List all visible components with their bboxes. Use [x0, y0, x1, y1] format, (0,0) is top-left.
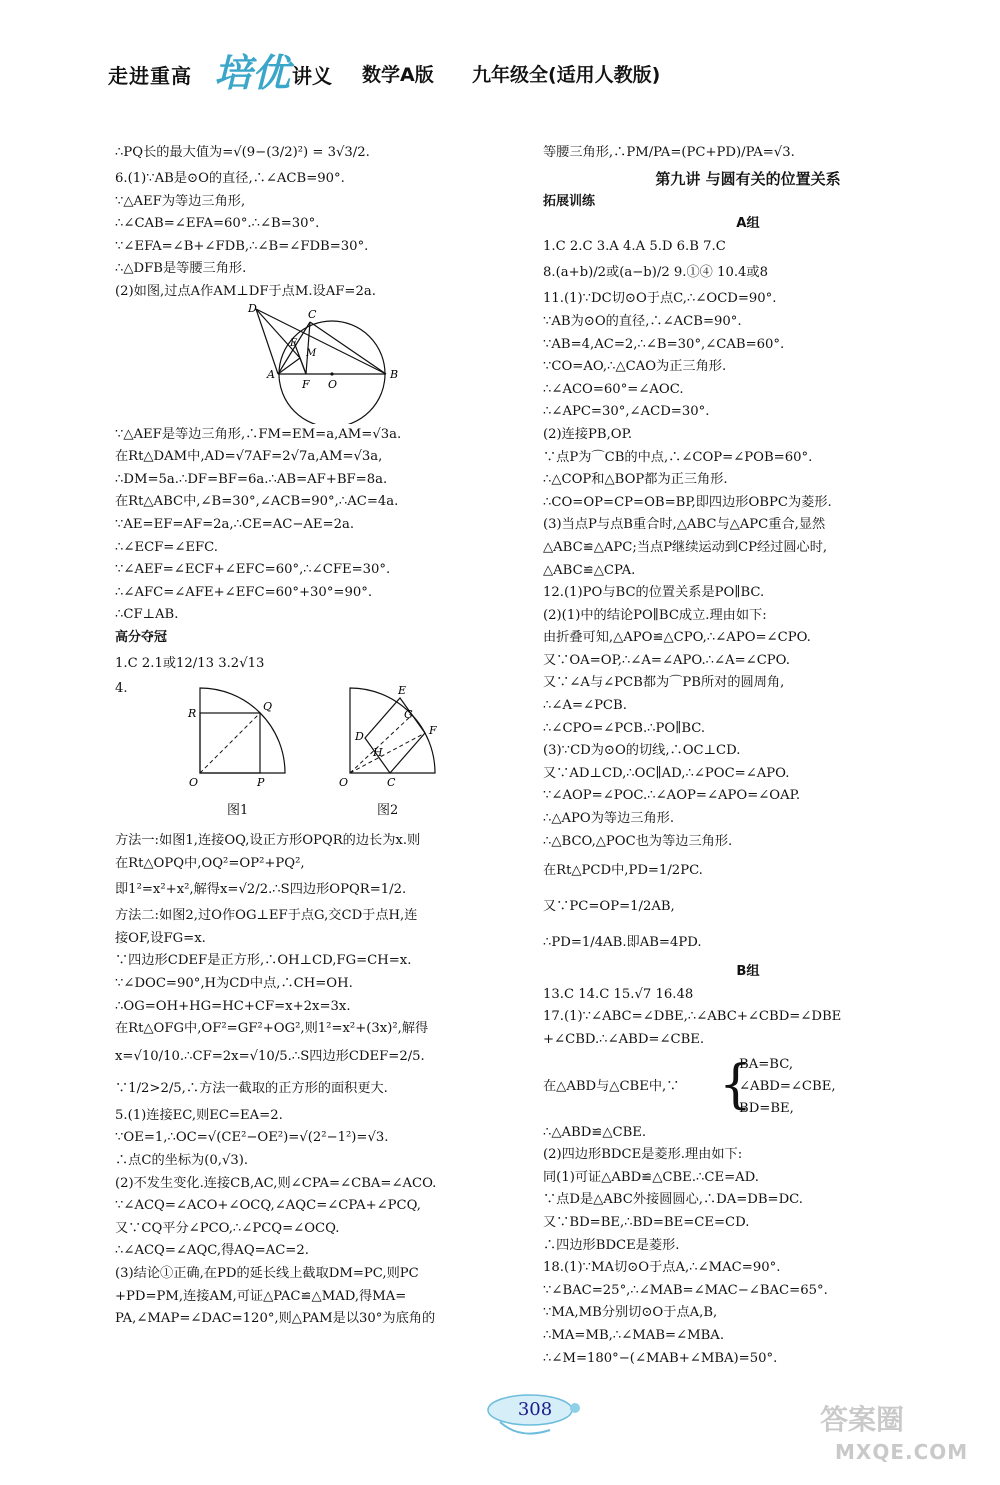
label-F: F: [302, 377, 310, 391]
text-line: ∵CO=AO,∴△CAO为正三角形.: [543, 359, 727, 375]
text-line: ∴点C的坐标为(0,√3).: [115, 1153, 249, 1169]
text-line: 5.(1)连接EC,则EC=EA=2.: [115, 1107, 283, 1123]
text-line: ∵∠AOP=∠POC.∴∠AOP=∠APO=∠OAP.: [543, 788, 801, 804]
text-line: 13.C 14.C 15.√7 16.48: [543, 986, 694, 1002]
label-O: O: [339, 776, 349, 790]
section-heading: 拓展训练: [543, 193, 596, 209]
text-line: △ABC≌△APC;当点P继续运动到CP经过圆心时,: [543, 539, 828, 555]
text-line: ∵∠BAC=25°,∴∠MAB=∠MAC−∠BAC=65°.: [543, 1282, 828, 1298]
page-number-badge: [480, 1390, 590, 1440]
text-line: 同(1)可证△ABD≌△CBE.∴CE=AD.: [543, 1169, 759, 1185]
text-line: ∴△APO为等边三角形.: [543, 811, 675, 827]
text-line: (3)当点P与点B重合时,△ABC与△APC重合,显然: [543, 517, 826, 533]
text-line: 在Rt△ABC中,∠B=30°,∠ACB=90°,∴AC=4a.: [115, 494, 399, 510]
label-G: G: [404, 708, 413, 722]
text-line: ∴CO=OP=CP=OB=BP,即四边形OBPC为菱形.: [543, 494, 832, 510]
text-line: 17.(1)∵∠ABC=∠DBE,∴∠ABC+∠CBD=∠DBE: [543, 1009, 842, 1025]
label-H: H: [373, 746, 383, 760]
subject-label: 数学A版: [362, 64, 434, 86]
logo-text: 培优: [214, 50, 291, 95]
page-number: 308: [517, 1399, 553, 1420]
chapter-title: 第九讲 与圆有关的位置关系: [655, 170, 841, 188]
text-line: ∴∠CAB=∠EFA=60°.∴∠B=30°.: [115, 216, 320, 232]
square-figures: [115, 684, 515, 830]
text-line: ∵AB=4,AC=2,∴∠B=30°,∠CAB=60°.: [543, 336, 785, 352]
left-column: [115, 138, 515, 1331]
text-line: ∵∠DOC=90°,H为CD中点,∴CH=OH.: [115, 976, 353, 992]
text-line: +∠CBD.∴∠ABD=∠CBE.: [543, 1032, 705, 1047]
text-line: 由折叠可知,△APO≌△CPO,∴∠APO=∠CPO.: [543, 630, 811, 646]
text-line: ∴DM=5a.∴DF=BF=6a.∴AB=AF+BF=8a.: [115, 471, 388, 487]
text-line: (3)∵CD为⊙O的切线,∴OC⊥CD.: [543, 743, 741, 759]
text-line: 6.(1)∵AB是⊙O的直径,∴∠ACB=90°.: [115, 171, 345, 186]
text-line: 又∵AD⊥CD,∴OC∥AD,∴∠POC=∠APO.: [543, 765, 790, 781]
condition-3: BD=BE,: [739, 1100, 794, 1116]
text-line: 等腰三角形,∴PM/PA=(PC+PD)/PA=√3.: [543, 145, 795, 160]
text-line: 方法一:如图1,连接OQ,设正方形OPQR的边长为x.则: [115, 833, 421, 849]
text-line: 1.C 2.C 3.A 4.A 5.D 6.B 7.C: [543, 238, 726, 254]
figure-2-caption: 图2: [377, 803, 399, 819]
text-line: 12.(1)PO与BC的位置关系是PO∥BC.: [543, 585, 765, 601]
text-line: 11.(1)∵DC切⊙O于点C,∴∠OCD=90°.: [543, 291, 777, 307]
text-line: ∵△AEF为等边三角形,: [115, 193, 246, 209]
figure-1: [175, 678, 295, 808]
label-F: F: [429, 724, 437, 738]
watermark-logo: 答案圈: [820, 1403, 905, 1436]
text-line: (2)连接PB,OP.: [543, 426, 633, 442]
text-line: ∵∠AEF=∠ECF+∠EFC=60°,∴∠CFE=30°.: [115, 562, 391, 578]
text-line: ∴∠M=180°−(∠MAB+∠MBA)=50°.: [543, 1350, 778, 1366]
text-line: ∴△ABD≌△CBE.: [543, 1124, 647, 1140]
text-line: ∴PD=1/4AB.即AB=4PD.: [543, 935, 702, 951]
text-line: ∵四边形CDEF是正方形,∴OH⊥CD,FG=CH=x.: [115, 953, 412, 969]
text-line: 又∵OA=OP,∴∠A=∠APO.∴∠A=∠CPO.: [543, 652, 790, 668]
label-E: E: [398, 684, 407, 698]
group-a-heading: A组: [736, 216, 760, 232]
text-line: ∴∠APC=30°,∠ACD=30°.: [543, 404, 710, 420]
label-O: O: [328, 377, 338, 391]
page-header: [0, 50, 1000, 110]
text-line: 接OF,设FG=x.: [115, 930, 206, 946]
label-P: P: [257, 776, 265, 790]
label-Q: Q: [263, 700, 273, 714]
text-line: ∴PQ长的最大值为=√(9−(3/2)²) = 3√3/2.: [115, 145, 370, 160]
label-B: B: [390, 367, 399, 381]
text-line: ∴∠CPO=∠PCB.∴PO∥BC.: [543, 720, 706, 736]
label-D: D: [248, 303, 257, 315]
label-R: R: [188, 707, 197, 721]
text-line: ∴△DFB是等腰三角形.: [115, 261, 247, 277]
figure-2: [325, 678, 455, 808]
text-line: 又∵BD=BE,∴BD=BE=CE=CD.: [543, 1214, 750, 1230]
group-b-heading: B组: [736, 964, 760, 980]
text-line: 即1²=x²+x²,解得x=√2/2.∴S四边形OPQR=1/2.: [115, 882, 407, 898]
text-line: ∴∠ACQ=∠AQC,得AQ=AC=2.: [115, 1243, 309, 1259]
text-line: ∵△AEF是等边三角形,∴FM=EM=a,AM=√3a.: [115, 426, 402, 442]
text-line: ∴∠ECF=∠EFC.: [115, 539, 218, 555]
text-line: ∵∠ACQ=∠ACO+∠OCQ,∠AQC=∠CPA+∠PCQ,: [115, 1198, 421, 1214]
text-line: x=√10/10.∴CF=2x=√10/5.∴S四边形CDEF=2/5.: [115, 1048, 425, 1064]
text-line: 18.(1)∵MA切⊙O于点A,∴∠MAC=90°.: [543, 1260, 781, 1276]
text-line: ∵∠EFA=∠B+∠FDB,∴∠B=∠FDB=30°.: [115, 238, 369, 254]
text-line: 又∵∠A与∠PCB都为⌒PB所对的圆周角,: [543, 675, 785, 691]
text-line: ∵1/2>2/5,∴方法一截取的正方形的面积更大.: [115, 1080, 388, 1096]
label-O: O: [189, 776, 199, 790]
text-line: 在Rt△PCD中,PD=1/2PC.: [543, 863, 703, 879]
brace-icon: {: [719, 1054, 753, 1115]
text-line: ∴△COP和△BOP都为正三角形.: [543, 472, 728, 488]
text-line: ∵AE=EF=AF=2a,∴CE=AC−AE=2a.: [115, 516, 355, 532]
condition-1: BA=BC,: [739, 1056, 794, 1072]
text-line: ∵AB为⊙O的直径,∴∠ACB=90°.: [543, 313, 742, 329]
circle-figure: [240, 304, 540, 424]
label-E: E: [290, 337, 298, 349]
text-line: ∴CF⊥AB.: [115, 607, 179, 623]
text-line: +PD=PM,连接AM,可证△PAC≌△MAD,得MA=: [115, 1288, 407, 1304]
grade-label: 九年级全(适用人教版): [472, 64, 661, 86]
text-line: 在Rt△OFG中,OF²=GF²+OG²,则1²=x²+(3x)²,解得: [115, 1021, 429, 1037]
text-line: 在Rt△DAM中,AD=√7AF=2√7a,AM=√3a,: [115, 449, 383, 465]
figure-1-caption: 图1: [227, 803, 249, 819]
text-line: PA,∠MAP=∠DAC=120°,则△PAM是以30°为底角的: [115, 1311, 436, 1327]
text-line: ∵点D是△ABC外接圆圆心,∴DA=DB=DC.: [543, 1192, 803, 1208]
text-line: ∴OG=OH+HG=HC+CF=x+2x=3x.: [115, 998, 351, 1014]
text-line: (2)如图,过点A作AM⊥DF于点M.设AF=2a.: [115, 283, 376, 299]
text-line: ∴四边形BDCE是菱形.: [543, 1237, 680, 1253]
text-line: 4.: [115, 680, 128, 696]
text-line: 方法二:如图2,过O作OG⊥EF于点G,交CD于点H,连: [115, 908, 418, 924]
lecture-label: 讲义: [292, 64, 332, 88]
text-line: ∵OE=1,∴OC=√(CE²−OE²)=√(2²−1²)=√3.: [115, 1130, 389, 1146]
condition-2: ∠ABD=∠CBE,: [739, 1078, 836, 1094]
text-line: ∴△BCO,△POC也为等边三角形.: [543, 833, 733, 849]
text-line: ∵MA,MB分别切⊙O于点A,B,: [543, 1305, 718, 1321]
text-line: ∴∠ACO=60°=∠AOC.: [543, 381, 684, 397]
text-line: ∵点P为⌒CB的中点,∴∠COP=∠POB=60°.: [543, 449, 813, 465]
text-line: 1.C 2.1或12/13 3.2√13: [115, 655, 265, 671]
label-C: C: [308, 307, 317, 321]
series-title: 走进重高: [108, 64, 192, 88]
watermark-url: MXQE.COM: [835, 1440, 969, 1464]
text-line: (2)不发生变化.连接CB,AC,则∠CPA=∠CBA=∠ACO.: [115, 1175, 437, 1191]
text-line: 在△ABD与△CBE中,∵: [543, 1078, 680, 1094]
label-A: A: [267, 367, 275, 381]
text-line: (2)四边形BDCE是菱形.理由如下:: [543, 1147, 743, 1163]
text-line: ∴∠A=∠PCB.: [543, 698, 627, 714]
congruence-system: [543, 1052, 953, 1122]
text-line: 又∵PC=OP=1/2AB,: [543, 899, 675, 915]
text-line: (3)结论①正确,在PD的延长线上截取DM=PC,则PC: [115, 1266, 419, 1281]
section-heading: 高分夺冠: [115, 629, 168, 645]
label-M: M: [306, 347, 317, 359]
label-D: D: [355, 730, 364, 744]
text-line: 在Rt△OPQ中,OQ²=OP²+PQ²,: [115, 855, 305, 871]
text-line: 又∵CQ平分∠PCO,∴∠PCQ=∠OCQ.: [115, 1220, 340, 1236]
text-line: ∴MA=MB,∴∠MAB=∠MBA.: [543, 1327, 725, 1343]
right-column: [543, 138, 953, 1370]
text-line: (2)(1)中的结论PO∥BC成立.理由如下:: [543, 607, 767, 623]
text-line: △ABC≌△CPA.: [543, 562, 636, 578]
text-line: 8.(a+b)/2或(a−b)/2 9.①④ 10.4或8: [543, 265, 769, 281]
text-line: ∴∠AFC=∠AFE+∠EFC=60°+30°=90°.: [115, 584, 373, 600]
label-C: C: [387, 776, 396, 790]
